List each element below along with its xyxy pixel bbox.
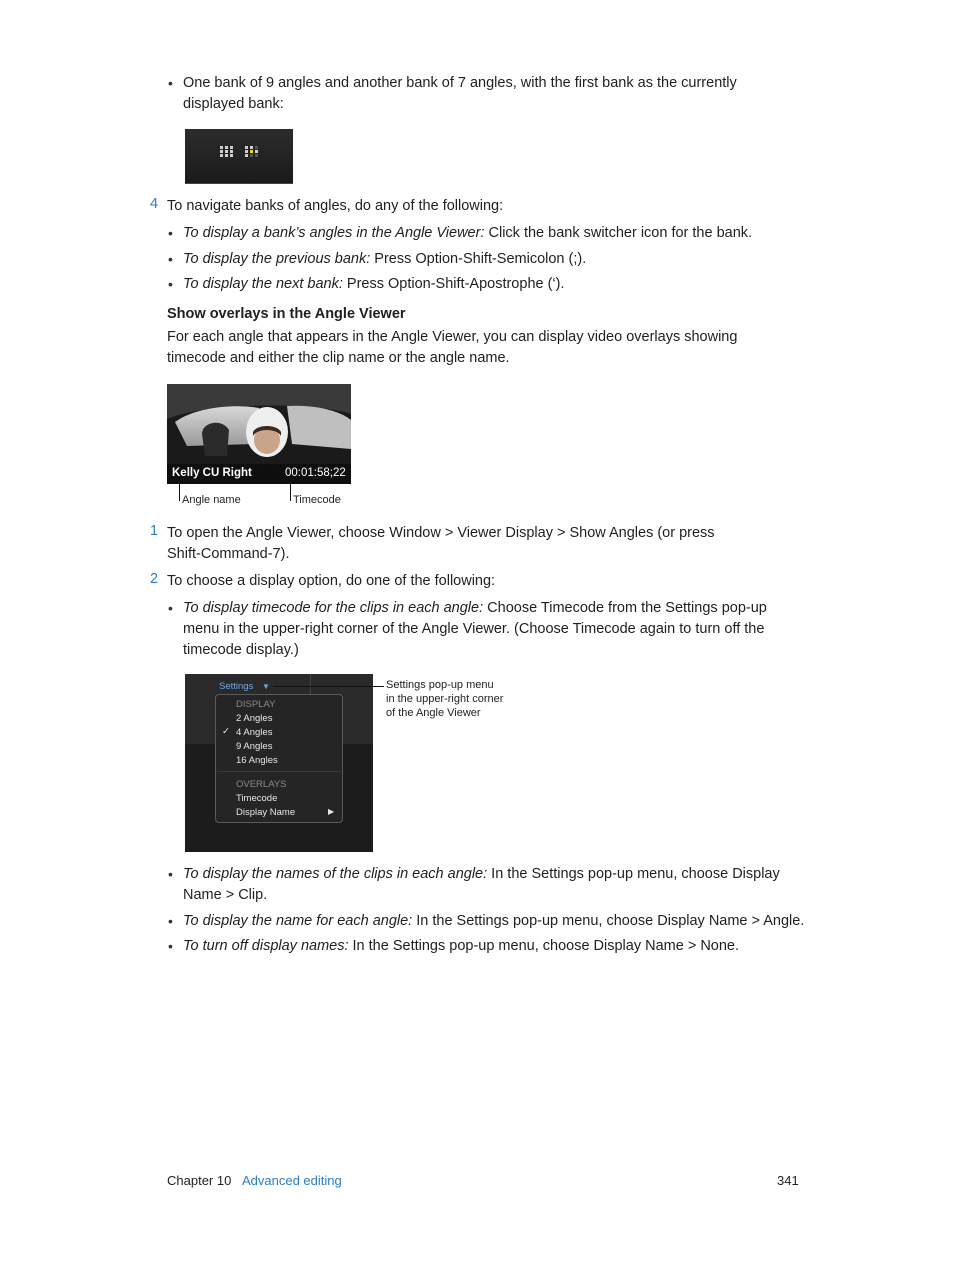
timecode-callout: Timecode: [293, 494, 341, 506]
footer-chapter: Chapter 10: [167, 1173, 232, 1188]
bank-7-angles-icon[interactable]: [245, 146, 259, 157]
overlays-header: OVERLAYS: [236, 779, 287, 790]
step2-bullet-line-3: timecode display.): [183, 642, 299, 658]
settings-callout-line: [273, 686, 384, 687]
menu-item-2-angles[interactable]: 2 Angles: [236, 713, 273, 724]
menu-item-16-angles[interactable]: 16 Angles: [236, 755, 278, 766]
bullet-angle-names: To display the name for each angle: In the Settings pop-up menu, choose Display Name > Angle.: [183, 913, 805, 929]
checkmark-icon: ✓: [222, 726, 230, 737]
menu-item-timecode[interactable]: Timecode: [236, 793, 278, 804]
step-number: 1: [150, 523, 159, 539]
bullet-turn-off-names: To turn off display names: In the Settings pop-up menu, choose Display Name > None.: [183, 938, 740, 954]
bank-9-angles-icon[interactable]: [220, 146, 234, 157]
step4-text: To navigate banks of angles, do any of the following:: [167, 198, 504, 214]
submenu-arrow-icon: ▶: [328, 807, 335, 816]
angle-name-callout: Angle name: [182, 494, 241, 506]
footer-page-number: 341: [777, 1173, 799, 1188]
bullet-clip-names-line-1: To display the names of the clips in each angle: In the Settings pop-up menu, choose Display: [183, 866, 780, 882]
triangle-down-icon: ▼: [261, 682, 270, 691]
clip-name-overlay: Kelly CU Right: [172, 467, 252, 479]
angle-name-callout-line: [179, 480, 180, 501]
menu-item-4-angles[interactable]: 4 Angles: [236, 727, 273, 738]
section-body-line-2: timecode and either the clip name or the angle name.: [167, 350, 510, 366]
settings-button-label: Settings: [219, 681, 254, 692]
settings-dropdown: [215, 694, 343, 823]
bullet: •: [168, 913, 173, 929]
menu-item-9-angles[interactable]: 9 Angles: [236, 741, 273, 752]
settings-callout-line-3: of the Angle Viewer: [386, 707, 481, 719]
step2-bullet-line-2: menu in the upper-right corner of the Angle Viewer. (Choose Timecode again to turn off the: [183, 621, 765, 637]
angle-viewer-image: [167, 384, 351, 484]
settings-menu-image: [185, 674, 373, 852]
step2-bullet-line-1: To display timecode for the clips in each angle: Choose Timecode from the Settings pop-up: [183, 600, 767, 616]
timecode-callout-line: [290, 480, 291, 501]
menu-divider: [217, 771, 341, 772]
step2-text: To choose a display option, do one of the following:: [167, 573, 496, 589]
bullet: •: [168, 276, 173, 292]
step1-line-1: To open the Angle Viewer, choose Window > Viewer Display > Show Angles (or press: [167, 525, 715, 541]
settings-button[interactable]: [219, 681, 270, 692]
intro-bullet-text: One bank of 9 angles and another bank of 7 angles, with the first bank as the currently displayed bank:: [183, 75, 737, 112]
bullet-clip-names-line-2: Name > Clip.: [183, 887, 268, 903]
bank-switcher-image: [185, 129, 293, 184]
bullet: •: [168, 225, 173, 241]
menu-item-display-name[interactable]: Display Name: [236, 807, 296, 818]
settings-callout-line-2: in the upper-right corner: [386, 693, 504, 705]
section-body-line-1: For each angle that appears in the Angle Viewer, you can display video overlays showing: [167, 329, 738, 345]
footer-chapter-link[interactable]: Advanced editing: [242, 1173, 342, 1188]
section-heading: Show overlays in the Angle Viewer: [167, 306, 406, 322]
bullet: •: [168, 600, 173, 616]
display-header: DISPLAY: [236, 699, 276, 710]
timecode-overlay: 00:01:58;22: [285, 467, 346, 479]
step-number: 2: [150, 571, 159, 587]
bullet: •: [168, 251, 173, 267]
step4-bullet-1: To display a bank’s angles in the Angle Viewer: Click the bank switcher icon for the bank.: [183, 225, 753, 241]
step4-bullet-2: To display the previous bank: Press Option-Shift-Semicolon (;).: [183, 251, 587, 267]
bullet: •: [168, 75, 173, 91]
settings-callout-line-1: Settings pop-up menu: [386, 679, 494, 691]
step4-bullet-3: To display the next bank: Press Option-Shift-Apostrophe (‘).: [183, 276, 565, 292]
bullet: •: [168, 938, 173, 954]
step1-line-2: Shift-Command-7).: [167, 546, 290, 562]
bullet: •: [168, 866, 173, 882]
step-number: 4: [150, 196, 159, 212]
